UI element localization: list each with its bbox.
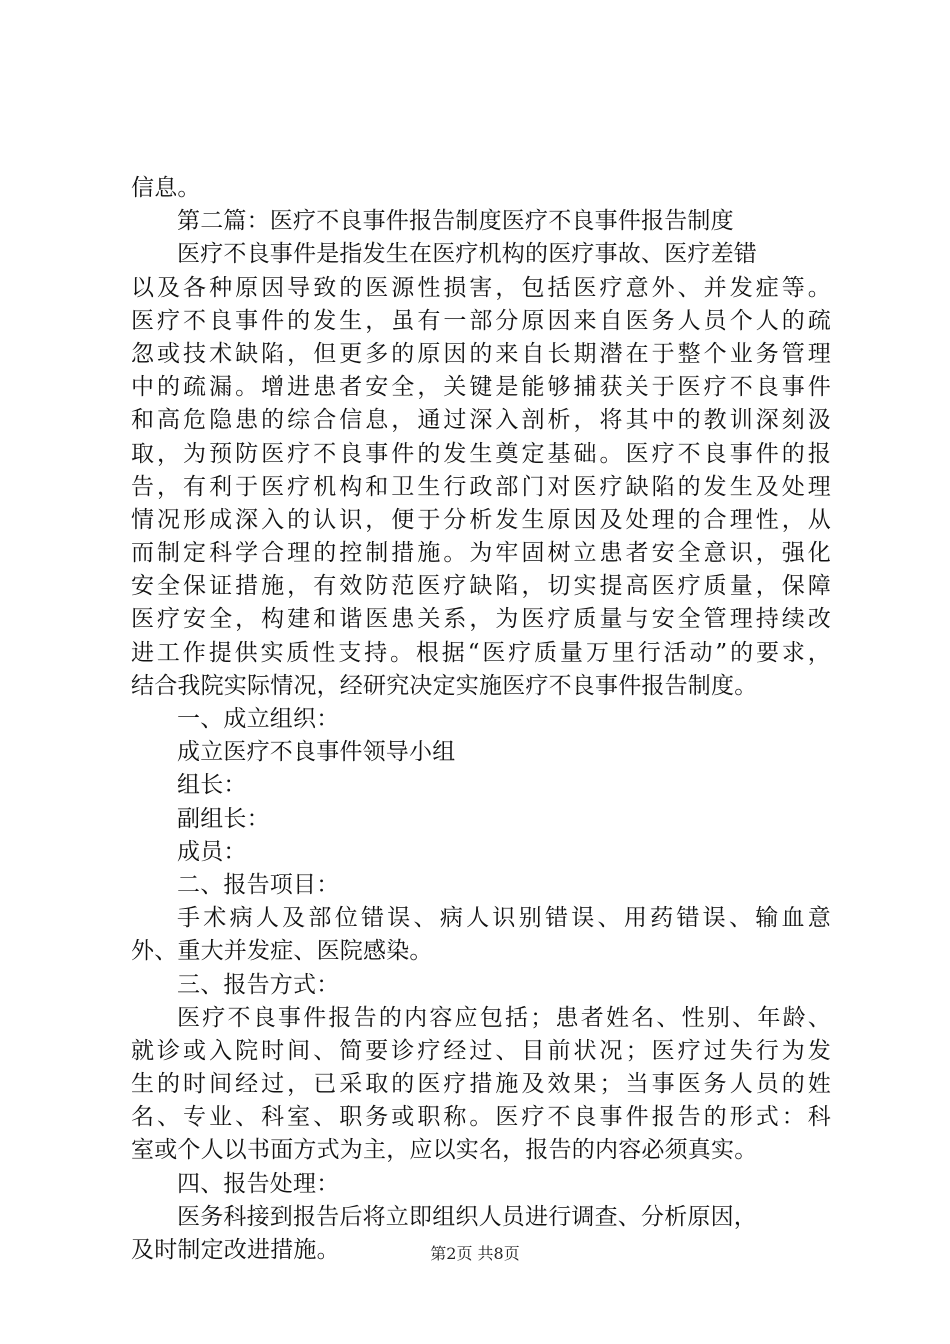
text-line: 外、重大并发症、医院感染。 [131,938,433,965]
text-line: 医务科接到报告后将立即组织人员进行调查、分析原因， [177,1203,757,1230]
text-line: 以及各种原因导致的医源性损害，包括医疗意外、并发症等。 [131,274,831,301]
text-line: 三、报告方式： [177,971,340,998]
text-line: 第二篇：医疗不良事件报告制度医疗不良事件报告制度 [177,208,734,235]
text-line: 情况形成深入的认识，便于分析发生原因及处理的合理性，从 [131,506,831,533]
page-footer: 第2页 共8页 [430,1244,520,1263]
text-line: 副组长： [177,805,270,832]
text-line: 而制定科学合理的控制措施。为牢固树立患者安全意识，强化 [131,540,831,567]
text-line: 医疗不良事件的发生，虽有一部分原因来自医务人员个人的疏 [131,307,831,334]
text-line: 和高危隐患的综合信息，通过深入剖析，将其中的教训深刻汲 [131,407,831,434]
text-line: 医疗安全，构建和谐医患关系，为医疗质量与安全管理持续改 [131,606,831,633]
text-line: 告，有利于医疗机构和卫生行政部门对医疗缺陷的发生及处理 [131,473,831,500]
text-line: 中的疏漏。增进患者安全，关键是能够捕获关于医疗不良事件 [131,374,831,401]
text-line: 手术病人及部位错误、病人识别错误、用药错误、输血意 [177,905,831,932]
document-body [131,172,831,1267]
text-line: 名、专业、科室、职务或职称。医疗不良事件报告的形式：科 [131,1104,831,1131]
text-line: 医疗不良事件报告的内容应包括；患者姓名、性别、年龄、 [177,1004,831,1031]
text-line: 成员： [177,838,247,865]
text-line: 安全保证措施，有效防范医疗缺陷，切实提高医疗质量，保障 [131,573,831,600]
text-line: 取，为预防医疗不良事件的发生奠定基础。医疗不良事件的报 [131,440,831,467]
text-line: 忽或技术缺陷，但更多的原因的来自长期潜在于整个业务管理 [131,340,831,367]
text-line: 成立医疗不良事件领导小组 [177,739,456,766]
text-line: 二、报告项目： [177,871,340,898]
text-line: 组长： [177,772,247,799]
text-line: 及时制定改进措施。 [131,1237,340,1263]
text-line: 进工作提供实质性支持。根据“医疗质量万里行活动”的要求， [131,639,831,666]
text-line: 信息。 [131,175,201,201]
text-line: 医疗不良事件是指发生在医疗机构的医疗事故、医疗差错 [177,241,757,268]
text-line: 生的时间经过，已采取的医疗措施及效果；当事医务人员的姓 [131,1071,831,1098]
text-line: 结合我院实际情况，经研究决定实施医疗不良事件报告制度。 [131,672,758,699]
text-line: 四、报告处理： [177,1170,340,1197]
text-line: 一、成立组织： [177,706,340,732]
text-line: 室或个人以书面方式为主，应以实名，报告的内容必须真实。 [131,1137,758,1164]
text-line: 就诊或入院时间、简要诊疗经过、目前状况；医疗过失行为发 [131,1037,831,1064]
